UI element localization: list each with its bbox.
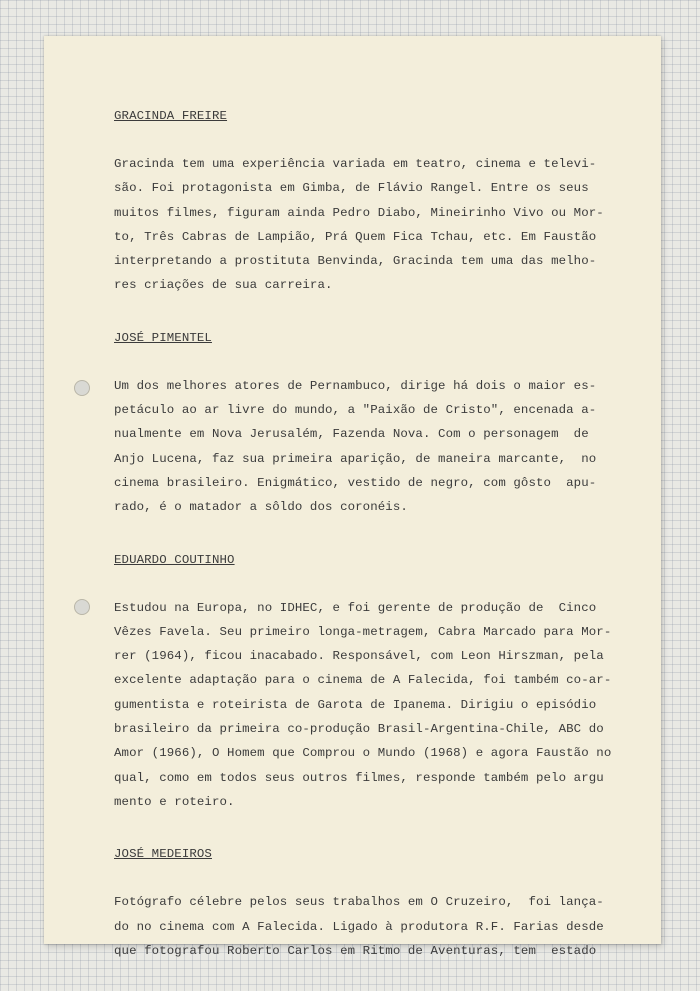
text-line: res criações de sua carreira. — [114, 278, 333, 293]
section-paragraph — [114, 374, 634, 520]
section-paragraph — [114, 152, 634, 298]
text-line: muitos filmes, figuram ainda Pedro Diabo, Mineirinho Vivo ou Mor- — [114, 205, 604, 220]
text-line: que fotografou Roberto Carlos em Ritmo de Aventuras, tem estado — [114, 943, 597, 958]
text-line: nualmente em Nova Jerusalém, Fazenda Nova. Com o personagem de — [114, 427, 589, 442]
section-heading: JOSÉ MEDEIROS — [114, 847, 212, 862]
text-line: interpretando a prostituta Benvinda, Gracinda tem uma das melho- — [114, 254, 597, 269]
text-line: do no cinema com A Falecida. Ligado à produtora R.F. Farias desde — [114, 919, 604, 934]
text-line: rer (1964), ficou inacabado. Responsável, com Leon Hirszman, pela — [114, 649, 604, 664]
text-line: Um dos melhores atores de Pernambuco, dirige há dois o maior es- — [114, 378, 597, 393]
text-line: petáculo ao ar livre do mundo, a "Paixão de Cristo", encenada a- — [114, 403, 597, 418]
text-line: mento e roteiro. — [114, 794, 235, 809]
section-eduardo-coutinho — [114, 548, 634, 815]
section-heading: GRACINDA FREIRE — [114, 109, 228, 123]
text-line: Vêzes Favela. Seu primeiro longa-metragem, Cabra Marcado para Mor- — [114, 624, 612, 639]
text-line: Amor (1966), O Homem que Comprou o Mundo (1968) e agora Faustão no — [114, 746, 612, 761]
text-line: Fotógrafo célebre pelos seus trabalhos em O Cruzeiro, foi lança- — [114, 895, 604, 910]
section-heading: JOSÉ PIMENTEL — [114, 330, 212, 345]
document-body — [114, 104, 634, 991]
text-line: excelente adaptação para o cinema de A Falecida, foi também co-ar- — [114, 673, 612, 688]
text-line: rado, é o matador a sôldo dos coronéis. — [114, 500, 408, 515]
section-paragraph — [114, 596, 634, 815]
text-line: Gracinda tem uma experiência variada em teatro, cinema e televi- — [114, 157, 597, 171]
text-line: Estudou na Europa, no IDHEC, e foi gerente de produção de Cinco — [114, 600, 597, 615]
text-line: brasileiro da primeira co-produção Brasil-Argentina-Chile, ABC do — [114, 722, 604, 737]
text-line: Anjo Lucena, faz sua primeira aparição, de maneira marcante, no — [114, 451, 597, 466]
text-line: qual, como em todos seus outros filmes, responde também pelo argu — [114, 770, 604, 785]
punch-hole — [74, 380, 90, 396]
section-jose-pimentel — [114, 326, 634, 520]
section-heading: EDUARDO COUTINHO — [114, 552, 235, 567]
punch-hole — [74, 599, 90, 615]
text-line: to, Três Cabras de Lampião, Prá Quem Fica Tchau, etc. Em Faustão — [114, 229, 597, 244]
section-paragraph — [114, 890, 634, 963]
section-gracinda-freire — [114, 104, 634, 298]
text-line: são. Foi protagonista em Gimba, de Flávio Rangel. Entre os seus — [114, 181, 589, 196]
section-jose-medeiros — [114, 842, 634, 963]
text-line: cinema brasileiro. Enigmático, vestido de negro, com gôsto apu- — [114, 475, 597, 490]
text-line: gumentista e roteirista de Garota de Ipanema. Dirigiu o episódio — [114, 697, 597, 712]
